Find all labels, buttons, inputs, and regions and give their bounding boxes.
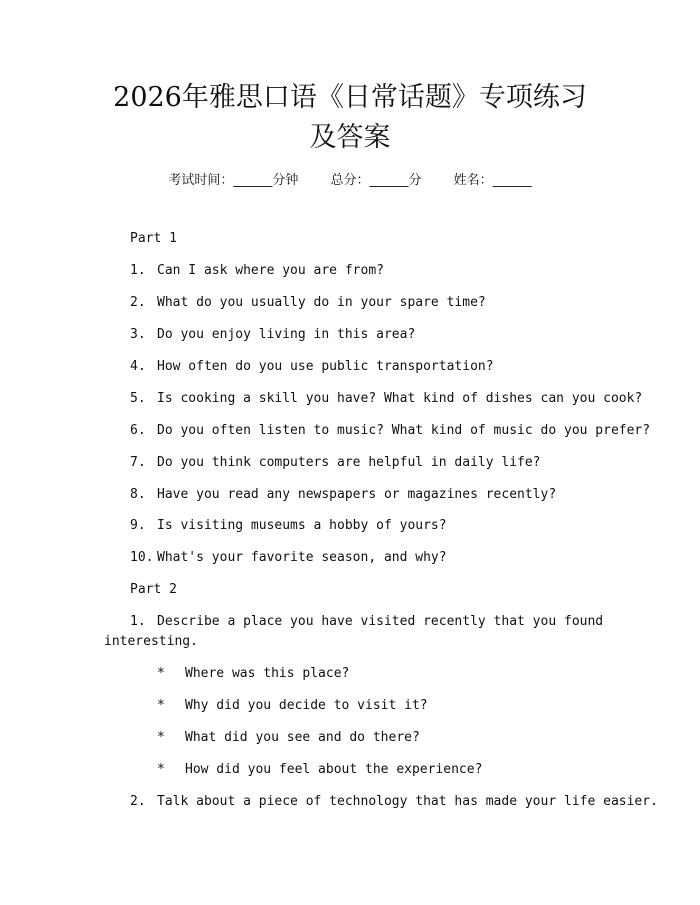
part1-question-8 [130,487,556,502]
bullet-item [157,666,349,681]
bullet-text: How did you feel about the experience? [185,762,483,777]
question-text: Is visiting museums a hobby of yours? [157,518,447,533]
question-text: What's your favorite season, and why? [157,550,447,565]
question-number: 5. [130,391,146,406]
bullet-text: Why did you decide to visit it? [185,698,428,713]
question-number: 6. [130,423,146,438]
exam-time-field: 考试时间：______分钟 [168,173,299,188]
question-text: Do you often listen to music? What kind of music do you prefer? [157,423,651,438]
exam-info [0,169,700,188]
part1-question-7 [130,455,541,470]
part2-question-2 [130,794,658,809]
asterisk-icon: * [157,730,165,745]
question-text: Describe a place you have visited recently that you found [157,614,604,629]
question-number: 2. [130,794,146,809]
question-number: 9. [130,518,146,533]
question-number: 7. [130,455,146,470]
question-number: 1. [130,263,146,278]
part1-question-3 [130,327,415,342]
bullet-item [157,762,482,777]
question-text: Do you think computers are helpful in daily life? [157,455,541,470]
bullet-text: What did you see and do there? [185,730,420,745]
question-number: 10. [130,550,154,565]
asterisk-icon: * [157,666,165,681]
question-number: 8. [130,487,146,502]
question-text: Is cooking a skill you have? What kind of dishes can you cook? [157,391,643,406]
question-text: Can I ask where you are from? [157,263,384,278]
question-text: How often do you use public transportation? [157,359,494,374]
part2-question-1-line2: interesting. [104,634,198,649]
bullet-item [157,698,428,713]
question-text: Talk about a piece of technology that has made your life easier. [157,794,658,809]
part2-heading: Part 2 [130,582,177,597]
question-text: Do you enjoy living in this area? [157,327,416,342]
part1-question-10 [130,550,447,565]
question-number: 1. [130,614,146,629]
part1-question-2 [130,295,486,310]
part1-question-1 [130,263,384,278]
asterisk-icon: * [157,698,165,713]
bullet-text: Where was this place? [185,666,350,681]
name-field: 姓名：______ [453,173,532,188]
part1-heading: Part 1 [130,231,177,246]
part1-question-9 [130,518,447,533]
question-number: 2. [130,295,146,310]
question-text: Have you read any newspapers or magazines recently? [157,487,557,502]
asterisk-icon: * [157,762,165,777]
bullet-item [157,730,420,745]
part1-question-6 [130,423,650,438]
question-number: 3. [130,327,146,342]
question-number: 4. [130,359,146,374]
total-score-field: 总分：______分 [330,173,422,188]
part1-question-5 [130,391,642,406]
part2-question-1-line1 [130,614,603,629]
document-title: 2026年雅思口语《日常话题》专项练习及答案 [113,82,587,153]
question-text: What do you usually do in your spare time? [157,295,486,310]
part1-question-4 [130,359,494,374]
